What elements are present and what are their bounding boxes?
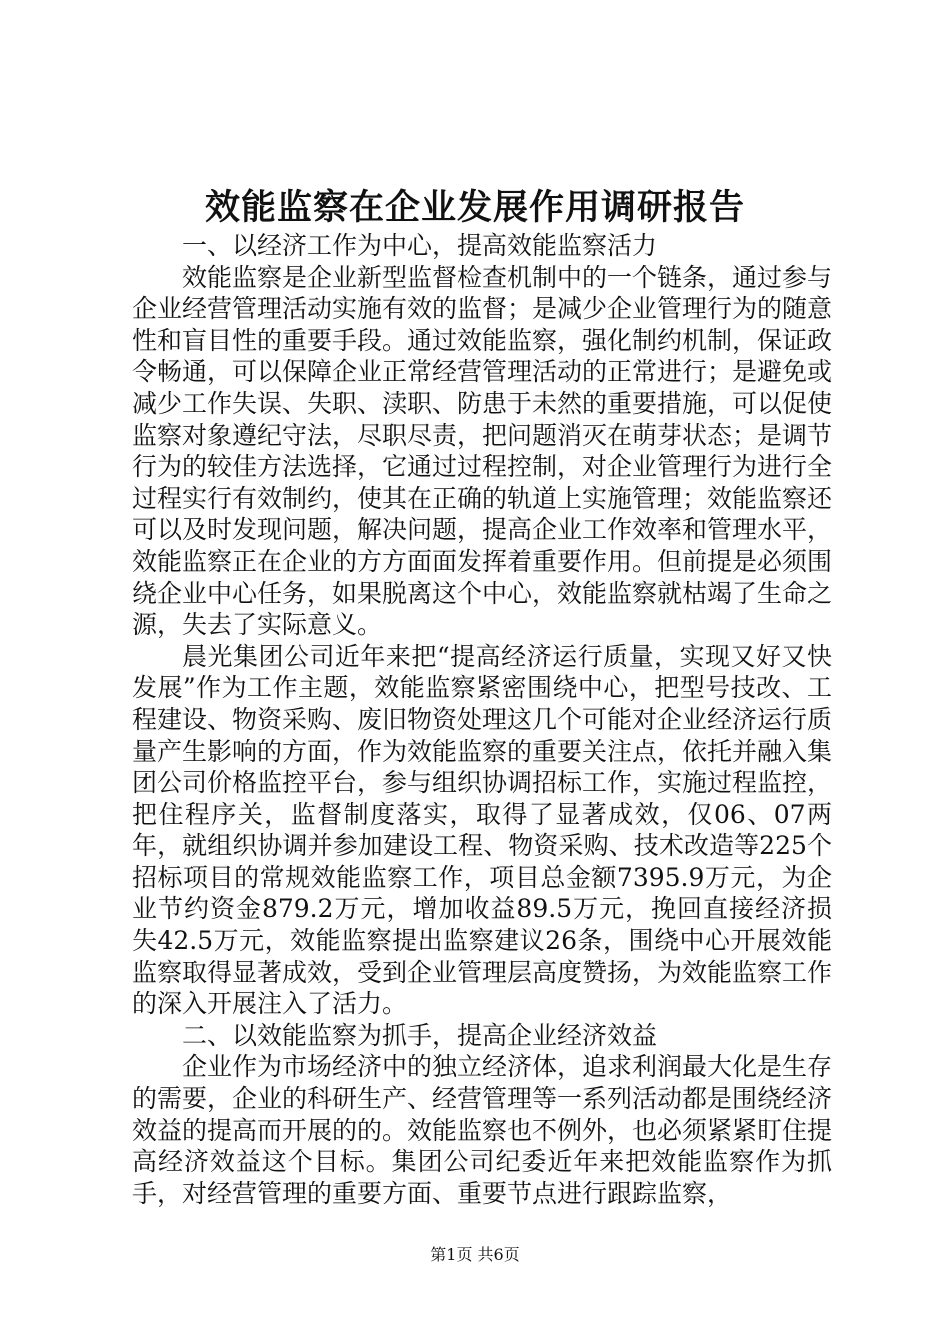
document-title: 效能监察在企业发展作用调研报告 [204, 187, 745, 228]
paragraph-3: 企业作为市场经济中的独立经济体，追求利润最大化是生存的需要，企业的科研生产、经营管理等一系列活动都是围绕经济效益的提高而开展的的。效能监察也不例外，也必须紧紧盯住提高经济效益这个目标。集团公司纪委近年来把效能监察作为抓手，对经营管理的重要方面、重要节点进行跟踪监察， [132, 1052, 833, 1208]
page-number-footer: 第1页 共6页 [430, 1245, 520, 1264]
section-heading-1: 一、以经济工作为中心，提高效能监察活力 [182, 231, 658, 260]
section-heading-2: 二、以效能监察为抓手，提高企业经济效益 [182, 1020, 658, 1050]
paragraph-1: 效能监察是企业新型监督检查机制中的一个链条，通过参与企业经营管理活动实施有效的监督；是减少企业管理行为的随意性和盲目性的重要手段。通过效能监察，强化制约机制，保证政令畅通，可以保障企业正常经营管理活动的正常进行；是避免或减少工作失误、失职、渎职、防患于未然的重要措施，可以促使监察对象遵纪守法，尽职尽责，把问题消灭在萌芽状态；是调节行为的较佳方法选择，它通过过程控制，对企业管理行为进行全过程实行有效制约，使其在正确的轨道上实施管理；效能监察还可以及时发现问题，解决问题，提高企业工作效率和管理水平，效能监察正在企业的方方面面发挥着重要作用。但前提是必须围绕企业中心任务，如果脱离这个中心，效能监察就枯竭了生命之源，失去了实际意义。 [132, 262, 833, 640]
paragraph-2: 晨光集团公司近年来把“提高经济运行质量，实现又好又快发展”作为工作主题，效能监察紧密围绕中心，把型号技改、工程建设、物资采购、废旧物资处理这几个可能对企业经济运行质量产生影响的方面，作为效能监察的重要关注点，依托并融入集团公司价格监控平台，参与组织协调招标工作，实施过程监控，把住程序关，监督制度落实，取得了显著成效，仅06、07两年，就组织协调并参加建设工程、物资采购、技术改造等225个招标项目的常规效能监察工作，项目总金额7395.9万元，为企业节约资金879.2万元，增加收益89.5万元，挽回直接经济损失42.5万元，效能监察提出监察建议26条，围绕中心开展效能监察取得显著成效，受到企业管理层高度赞扬，为效能监察工作的深入开展注入了活力。 [132, 641, 833, 1019]
document-body [132, 230, 832, 1209]
